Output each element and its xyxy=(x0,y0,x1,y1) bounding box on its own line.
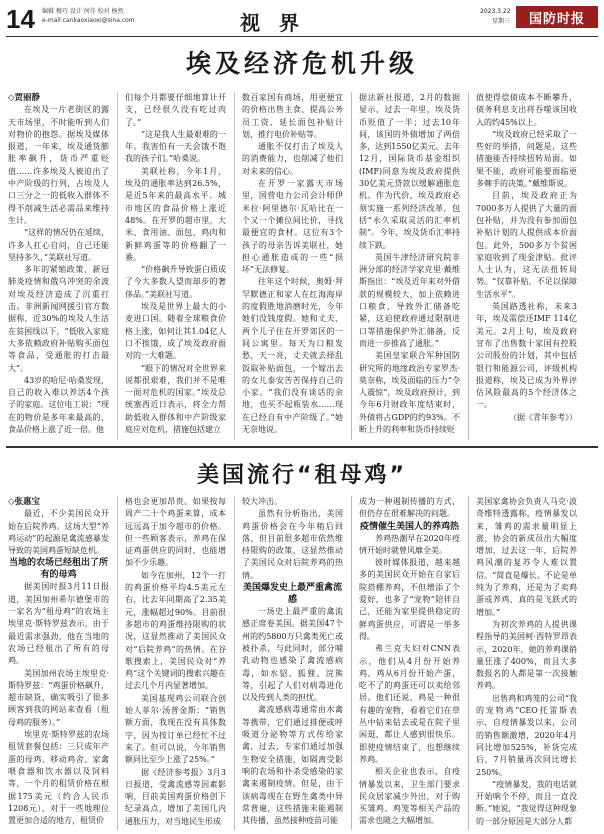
article1-column-1 xyxy=(8,92,109,440)
column-separator xyxy=(117,92,118,440)
page-header xyxy=(0,0,604,38)
article2-paragraph: 弗兰克夫妇对CNN表示，他们从4月份开始养鸡，鸡从6月份开始产蛋，吃不了的鸡蛋还可以卖给邻居。他们还说，鸡是一种很有趣的宠物，看着它们在草丛中钻来钻去或是在院子里闲逛，都让人感到很快乐。即使疫情结束了，也想继续养鸡。 xyxy=(359,644,460,764)
article2-paragraph: 最近，不少美国民众开始在后院养鸡。这场大型“养鸡运动”的起源是禽流感暴发导致的美国鸡蛋短缺危机。 xyxy=(8,509,109,556)
date-text: 2023.3.22 xyxy=(480,8,511,15)
article2-subhead: 当地的农场已经租出了所有的母鸡 xyxy=(8,558,108,581)
column-separator xyxy=(117,496,118,830)
article1-headline: 埃及经济危机升级 xyxy=(185,49,418,78)
article1-paragraph: “埃及政府已经采取了一些好的举措，问题是，这些措施能否持续扭转局面。如果不能，政府可能要面临更多棘手的决策。”戴维斯说。 xyxy=(476,129,577,189)
article2-paragraph: 虽然有分析指出，美国鸡蛋价格会在今年稍后回落，但目前很多超市依然维持限购的政策，这显然推动了美国民众对后院养鸡的热情。 xyxy=(242,509,343,580)
article1-byline: ◇贾丽静 xyxy=(8,93,41,103)
article1-column-3 xyxy=(242,92,343,440)
article1-paragraph: 在埃及一片老街区的露天市场里，不时能听到人们对物价的抱怨。据埃及媒体报道，一年来，埃及通货膨胀率飙升，货币严重贬值……许多埃及人被迫出了中产阶级的行列，占埃及人口三分之一的低收入群体不得不削减生活必需品来维持生计。 xyxy=(8,105,109,225)
article2-paragraph-continued: 较大冲击。 xyxy=(242,497,282,506)
column-separator xyxy=(468,92,469,440)
article1-paragraph: 英国路透社称，未来3年，埃及需偿还IMF 114亿美元。2月上旬，埃及政府宣布了出售数十家国有控股公司股份的计划，其中包括银行和能源公司，评级机构报道称，埃及已成为外界评估风险最高的5个经济体之一。 xyxy=(476,302,577,410)
article2-paragraph: 美国基现鸡公司联合创始人菲尔·汤普金斯：“销售额方面，我现在没有具体数字，因为按订单已经忙不过来了。但可以说，今年销售额同比至少上涨了25%。” xyxy=(125,693,226,765)
article2-column-3 xyxy=(242,496,343,830)
article1-paragraph: “眼下的情况对全世界来说都很艰难，我们并不是唯一面对危机的国家。”埃及总统塞西近日表示，将全力帮助低收入群体和中产阶级家庭应对危机，措施包括建立 xyxy=(125,363,226,435)
article1-paragraph: “这是我人生最艰难的一年。我害怕有一天会饿不饱我的孩子们。”哈桑说。 xyxy=(125,129,226,164)
article1-paragraph-continued: 值使得偿债成本不断攀升，债务利息支出将吞噬该国收入的约45%以上。 xyxy=(476,93,577,127)
article2-paragraph-continued: 成为一种遏制传播的方式，但仍存在很难解决的问题。 xyxy=(359,497,460,519)
article2-paragraph: “疫情暴发，我的电话就开始响个不停，而且一直没断。”她说，“我觉得这种现象的一部分原因是大部分人都 xyxy=(476,779,577,826)
article1-paragraph-continued: 据法新社报道，2月的数据显示，过去一年里，埃及货币贬值了一半；过去10年间，该国的外债增加了两倍多，达到1550亿美元。去年12月，国际货币基金组织(IMF)同意为埃及政府提供30亿美元贷款以缓解通胀危机。作为代价，埃及政府必须实施一系列经济改革，包括“永久采取灵活的汇率机制”。今年，埃及货币汇率持续下跌。 xyxy=(359,93,460,250)
article2-paragraph: 美国加州农场主埃里克·斯特罗兹：“鸡蛋价格飙升，超市缺货，确实吸引了很多顾客到我的网站来查看（租母鸡的服务）。” xyxy=(8,668,109,727)
editor-line: 编辑 穆巧 设计 何佳 校对 杨然 xyxy=(42,8,124,15)
article1-paragraph: 美国皇家联合军种国防研究所的地缘政治专家罗杰·莫奈称，埃及面临的压力“令人震惊”，埃及政府预计，到今年6月财政年度结束时，外债将占GDP的约93%。不断上升的利率和货币持续贬 xyxy=(359,351,460,435)
article1-signature: （据《青年参考》） xyxy=(509,412,577,422)
issue-date xyxy=(480,7,510,27)
column-separator xyxy=(234,496,235,830)
article1-paragraph: “价格飙升导致蛋白质成了今大多数人望而却步的奢侈品。”美联社写道。 xyxy=(125,265,226,299)
email-line: e-mail:cankaoxiaoxi@sina.com xyxy=(42,17,135,24)
article1-paragraph: “这样的情况仍在延续，许多人扛心自问，自己还能坚持多久，”美联社写道。 xyxy=(8,228,109,262)
article1-paragraph: 43岁的哈尼·哈桑发现，自己的收入难以养活4个孩子的家庭。这位电工说：“现在的物价是多年来最高的，食品价格上涨了近一倍。他 xyxy=(8,375,109,435)
article2-subhead: 美国爆发史上最严重禽流感 xyxy=(242,583,342,606)
column-separator xyxy=(468,496,469,830)
article2-column-5 xyxy=(476,496,577,830)
section-title: 视 界 xyxy=(240,11,305,35)
article2-paragraph: 养鸡热潮早在2020年疫情开始时就曾风靡全美。 xyxy=(359,533,460,555)
article2-headline: 美国流行“租母鸡” xyxy=(197,463,407,488)
article1-column-5 xyxy=(476,92,577,440)
editor-info xyxy=(42,7,135,25)
article1-paragraph-continued: 们每个月都要仔细地算计开支，已经很久没有吃过肉了。” xyxy=(125,93,226,127)
article1-paragraph: 在开罗一家露天市场里，国营电力公司会计师伊米拉·阿里德尔·瓦哈比在一个又一个摊位间比价，寻找最便宜的食材。这位有3个孩子的母亲告诉美联社，她担心通胀造成的一些“损坏”无法修复。 xyxy=(242,179,343,275)
article2-paragraph: 埃里克·斯特罗兹的农场租赁套餐包括：三只成年产蛋的母鸡、移动鸡舍、家禽喂食器和饮水器以及饲料等，一个月的租赁价格在根据175美元（约合人民币1208元），对于一些地理位置更加合适的地方，租赁价 xyxy=(8,730,109,826)
article2-paragraph: 为初次养鸡的人提供课程指导的美国柯·西特罗昂表示，2020年，她的养鸡课销量狂涨了400%，而且大多数报名的人都是第一次接触养鸡。 xyxy=(476,619,577,691)
weekday-text: 星期三 xyxy=(491,18,510,25)
article2-paragraph: 如今在加州，12个一打的鸡蛋价格平均4.5美元左右，比去年同期高了2.35美元，涨幅超过90%。目前很多超市的鸡蛋维持限购的状况，这显然推动了美国民众对“后院养鸡”的热情。在谷歌搜索上，美国民众对“养鸡”这个关键词的搜索兴趣在过去几个月内显著增加。 xyxy=(125,570,226,691)
article1-paragraph: 目前，埃及政府正为7000多万人提供了大量的面包补贴，并为没有参加面包补贴计划的人提供成本价面包。此外，500多万个贫困家庭收到了现金津贴。批评人士认为，这无法扭转局势。“仅靠补贴，不足以保障生活水平”。 xyxy=(476,191,577,299)
column-separator xyxy=(351,496,352,830)
article1-paragraph: 通胀不仅打击了埃及人的消费能力，也削减了他们对未来的信心。 xyxy=(242,142,343,176)
article2-subhead: 疫情催生美国人的养鸡热 xyxy=(359,521,459,532)
article1-paragraph: 多年的紧缩政策、新冠肺炎疫情和俄乌冲突的余波对埃及经济造成了沉重打击。非洲新闻网援引官方数据称，近30%的埃及人生活在贫困线以下，“低收入家庭大多依赖政府补贴购买面包等食品，受通胀的打击最大”。 xyxy=(8,265,109,373)
article2-paragraph: 禽流感病毒通常由水禽等携带，它们通过排便或呼吸道分泌物等方式传给家禽，过去，专家们通过加强生物安全措施，如隔离受影响的农场和扑杀受感染的家禽来遏制疫情。但是，由于该病毒现在在野生禽类中异常普遍，这些措施未能遏制其传播，虽然接种疫苗可能 xyxy=(242,705,343,826)
article2-column-1 xyxy=(8,496,109,830)
page-number: 14 xyxy=(6,4,35,34)
article2-paragraph-continued: 格也会更加昂贵。如果按每周产二十个鸡蛋来算，成本远远高于加今超市的价格。但一些顾客表示，养鸡在保证鸡蛋供应的同时，也能增加不少乐趣。 xyxy=(125,497,226,568)
article2-byline: ◇张惠宝 xyxy=(8,497,41,507)
article1-column-2 xyxy=(125,92,226,440)
article2-paragraph: 彼时媒体报道，越来越多的美国民众开始在自家后院搭棚养鸡，不但增添了个爱好，也多了“宠物”陪伴自己，还能为家里提供稳定的鲜鸡蛋供应，可谓是一举多得。 xyxy=(359,558,460,641)
article2-paragraph: 据《经济参考报》3月3日报道，受禽流感等因素影响，目前美国鸡蛋价格创下纪录高点，增加了美国几内通胀压力，对当地民生形成 xyxy=(125,767,226,826)
article2-paragraph: 据美国时报3月11日报道，美国加州希尔德堡市的一家名为“租母鸡”的农场主埃里克·斯特罗兹表示，由于最近需求强劲，他在当地的农场已经租出了所有的母鸡。 xyxy=(8,582,109,666)
article-divider xyxy=(6,446,598,448)
masthead-logo: 国防时报 xyxy=(516,6,598,28)
article1-paragraph-continued: 数百家国有商场，用更便宜的价格出售主食、提高公务员工资、延长面包补贴计划，推行电价补贴等。 xyxy=(242,93,343,139)
article2-paragraph: 一场史上最严重的禽流感正席卷美国。据美国47个州的约5800万只禽类死亡或被扑杀，与此同时，部分哺乳动物也感染了禽流感病毒，如水貂、狐狸、浣熊等，引起了人们对病毒进化以及传到人类的担忧。 xyxy=(242,607,343,703)
article2-column-2 xyxy=(125,496,226,830)
article1-column-4 xyxy=(359,92,460,440)
article1-paragraph: 英国牛津经济研究院非洲分部的经济学家克里·戴维斯指出：“埃及近年来对外借款的规模较大，加上依赖进口粮食，导致外汇储备吃紧，这迫使政府通过限制进口等措施保护外汇储备，反而进一步推高了通胀。” xyxy=(359,252,460,348)
column-separator xyxy=(351,92,352,440)
header-rule xyxy=(6,36,598,37)
article1-paragraph: 埃及是世界上最大的小麦进口国。随着全球粮食价格上涨，如何让其1.04亿人口不挨饿，成了埃及政府面对的一大难题。 xyxy=(125,302,226,361)
column-separator xyxy=(234,92,235,440)
article1-paragraph: 往年这个时候，奥姆·拜罕默德正和家人在红海海岸的度假胜地消磨时光，今年她们没钱度假。她和丈夫、两个儿子住在开罗郊区的一间公寓里。每天为口粮发愁，天一亮，丈夫就去择乱饭取补贴面包，一个嫁出去的女儿泰安苦苦保持自己的小家。“我们没有谈话的余地，也买不起瓶装水……现在已经自有中产阶级了。”她无奈地说。 xyxy=(242,277,343,435)
article2-paragraph: 出售鸡和鸡笼的公司“我的宠物鸡”CEO托雷斯表示，自疫情暴发以来，公司的销售额激增，2020年4月同比增加525%，补货完成后，7月销量再次同比增长250%。 xyxy=(476,693,577,777)
article1-paragraph: 美联社称，今年1月，埃及的通胀率达到26.5%，是近5年来的最高水平。城市地区的食品价格上涨近48%。在开罗的超市里，大米、食用油、面包、鸡肉和新鲜鸡蛋等的价格翻了一番。 xyxy=(125,166,226,262)
article2-paragraph-continued: 美国家禽协会负责人马克·波奇维特透露称，疫情暴发以来，雏鸡的需求量明显上涨，协会的新成员出大幅度增加，过去这一年，后院养鸡风潮的复苏令人难以置信。“简直是爆长。不论是单纯为了养鸡，还是为了卖鸡蛋或养鸡，真的是飞跃式的增加。” xyxy=(476,497,577,617)
article2-paragraph: 相关企业也表示，自疫情暴发以来，卫生部门要求民众居家减少外出，对于购买雏鸡、鸡笼等相关产品的需求也随之大幅增加。 xyxy=(359,767,460,826)
article2-column-4 xyxy=(359,496,460,830)
